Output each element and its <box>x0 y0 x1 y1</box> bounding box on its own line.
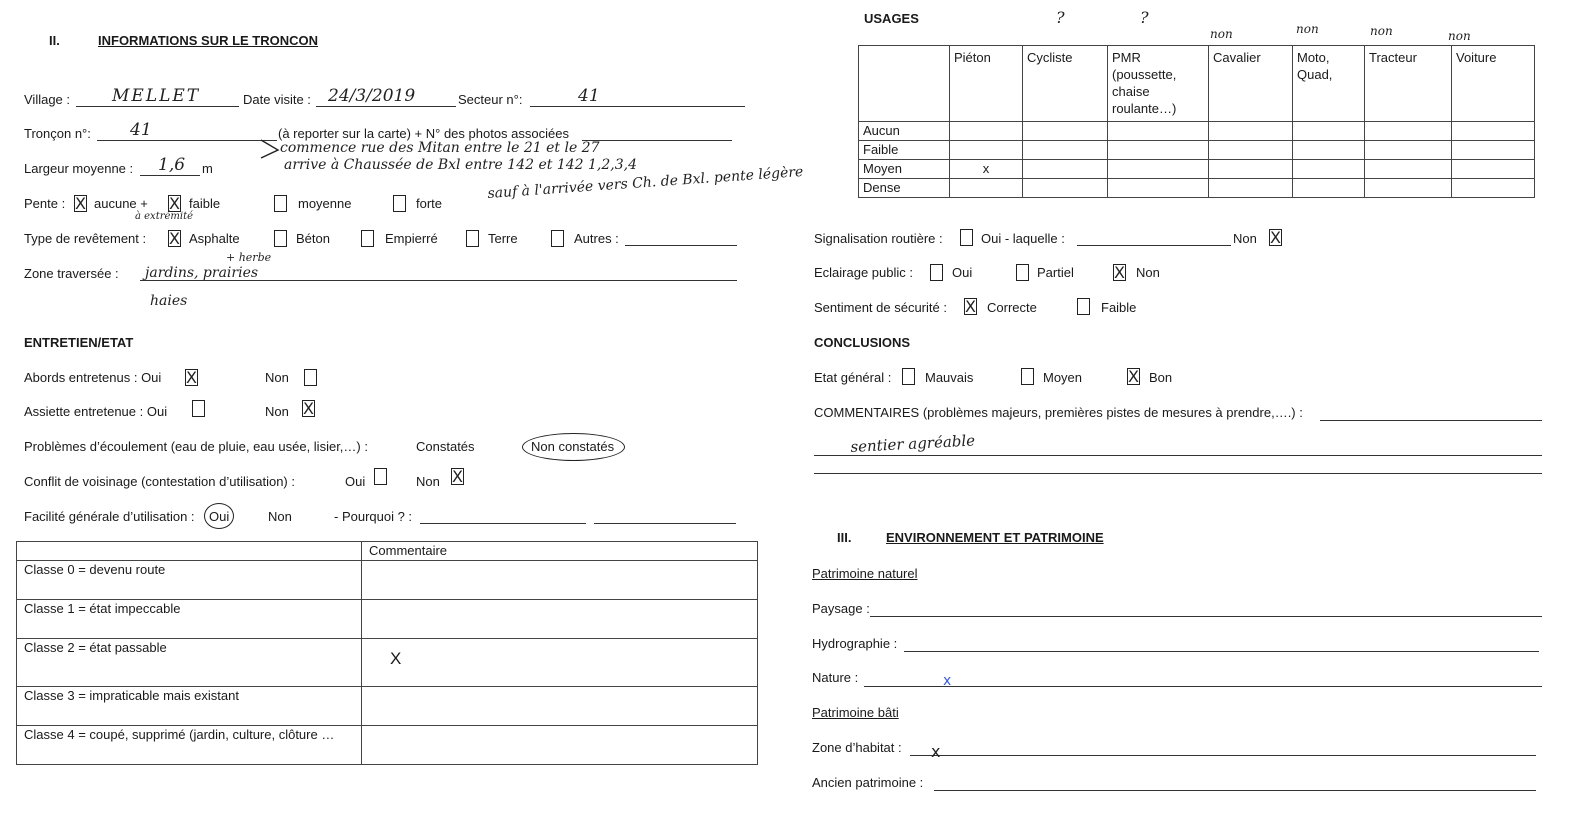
troncon-handnote-1: commence rue des Mitan entre le 21 et le 27 <box>280 140 600 156</box>
usage-cell[interactable] <box>1209 122 1293 141</box>
usage-cell[interactable] <box>950 122 1023 141</box>
zone-habitat-mark: x <box>931 742 941 761</box>
table-row <box>17 687 758 726</box>
usage-cell[interactable] <box>1108 141 1209 160</box>
usage-cell[interactable] <box>1209 141 1293 160</box>
hydrographie-line <box>904 651 1539 652</box>
securite-faible-checkbox[interactable] <box>1077 298 1090 315</box>
usage-cell[interactable] <box>1293 122 1365 141</box>
nature-line <box>864 686 1542 687</box>
usage-hand-tracteur: non <box>1370 24 1393 38</box>
zone-value-extra: + herbe <box>226 251 272 264</box>
facilite-oui[interactable]: Oui <box>209 509 230 524</box>
usages-col-cavalier: Cavalier <box>1209 46 1293 122</box>
usage-cell[interactable] <box>1023 141 1108 160</box>
table-row <box>17 726 758 765</box>
pente-label: Pente : <box>24 196 66 211</box>
usage-cell[interactable] <box>1365 160 1452 179</box>
assiette-label: Assiette entretenue : Oui <box>24 404 168 419</box>
rev-autres-checkbox[interactable] <box>551 230 564 247</box>
section3-title: ENVIRONNEMENT ET PATRIMOINE <box>886 530 1104 545</box>
usage-cell[interactable] <box>1365 179 1452 198</box>
village-label: Village : <box>24 92 71 107</box>
commentaires-line-2 <box>814 473 1542 474</box>
pente-faible-mark: X <box>169 194 180 213</box>
village-value[interactable]: MELLET <box>112 86 201 106</box>
class-comment[interactable] <box>362 561 758 600</box>
pente-forte-label: forte <box>416 196 443 211</box>
usage-cell[interactable] <box>1365 122 1452 141</box>
conflit-oui-checkbox[interactable] <box>374 468 387 485</box>
troncon-note: (à reporter sur la carte) + N° des photos associées <box>278 126 569 141</box>
usages-col-moto: Moto, Quad, <box>1293 46 1365 122</box>
usage-cell[interactable] <box>1452 179 1535 198</box>
patrimoine-naturel-heading: Patrimoine naturel <box>812 566 918 581</box>
pente-moyenne-label: moyenne <box>298 196 352 211</box>
usage-cell[interactable] <box>950 179 1023 198</box>
class-comment[interactable] <box>362 600 758 639</box>
pente-aucune-mark: X <box>75 194 86 213</box>
etat-moyen-checkbox[interactable] <box>1021 368 1034 385</box>
usage-cell[interactable] <box>1023 160 1108 179</box>
usage-cell[interactable] <box>1023 122 1108 141</box>
usages-title: USAGES <box>864 11 919 26</box>
conflit-non-label: Non <box>416 474 440 489</box>
signalisation-label: Signalisation routière : <box>814 231 943 246</box>
abords-label: Abords entretenus : Oui <box>24 370 162 385</box>
class-label: Classe 0 = devenu route <box>17 561 362 600</box>
secteur-label: Secteur n°: <box>458 92 523 107</box>
usages-col-pmr: PMR (poussette, chaise roulante…) <box>1108 46 1209 122</box>
class-comment[interactable] <box>362 726 758 765</box>
eclairage-label: Eclairage public : <box>814 265 913 280</box>
etat-mauvais-label: Mauvais <box>925 370 974 385</box>
usages-col-voiture: Voiture <box>1452 46 1535 122</box>
class-label: Classe 4 = coupé, supprimé (jardin, culture, clôture … <box>17 726 362 765</box>
signalisation-laquelle-line <box>1077 245 1231 246</box>
usage-cell[interactable] <box>1023 179 1108 198</box>
assiette-non-label: Non <box>265 404 289 419</box>
village-line <box>76 106 239 107</box>
classes-header-empty <box>17 542 362 561</box>
ancien-patrimoine-line <box>934 790 1536 791</box>
nature-mark: x <box>943 673 952 689</box>
date-value[interactable]: 24/3/2019 <box>328 86 416 106</box>
usage-cell[interactable] <box>1209 179 1293 198</box>
table-row <box>859 179 1535 198</box>
table-row <box>859 141 1535 160</box>
pente-handnote: sauf à l'arrivée vers Ch. de Bxl. pente légère <box>487 163 804 202</box>
pente-forte-checkbox[interactable] <box>393 195 406 212</box>
class-comment[interactable]: X <box>362 639 758 687</box>
abords-oui-mark: X <box>186 368 197 387</box>
section-number: II. <box>49 33 60 48</box>
commentaire-hand[interactable]: sentier agréable <box>850 431 976 456</box>
secteur-value[interactable]: 41 <box>578 86 600 106</box>
commentaires-label: COMMENTAIRES (problèmes majeurs, premières pistes de mesures à prendre,….) : <box>814 405 1303 420</box>
etat-mauvais-checkbox[interactable] <box>902 368 915 385</box>
revetement-label: Type de revêtement : <box>24 231 147 246</box>
usage-cell[interactable]: x <box>950 160 1023 179</box>
signalisation-oui-checkbox[interactable] <box>960 229 973 246</box>
usage-cell[interactable] <box>1293 179 1365 198</box>
pourquoi-label: - Pourquoi ? : <box>334 509 413 524</box>
etat-bon-mark: X <box>1128 367 1139 386</box>
securite-label: Sentiment de sécurité : <box>814 300 947 315</box>
zone-habitat-line <box>910 755 1536 756</box>
zone-value[interactable]: jardins, prairies <box>145 265 259 281</box>
troncon-line <box>97 140 277 141</box>
conflit-non-mark: X <box>452 467 463 486</box>
securite-correcte-mark: X <box>965 297 976 316</box>
date-line <box>316 106 456 107</box>
securite-correcte-label: Correcte <box>987 300 1037 315</box>
rev-autres-label: Autres : <box>574 231 619 246</box>
pourquoi-line-2 <box>594 523 736 524</box>
usage-hand-cavalier: non <box>1210 27 1233 41</box>
conclusions-heading: CONCLUSIONS <box>814 335 911 350</box>
troncon-label: Tronçon n°: <box>24 126 91 141</box>
usage-cell[interactable] <box>1209 160 1293 179</box>
usage-cell[interactable] <box>1293 141 1365 160</box>
signalisation-oui-label: Oui - laquelle : <box>981 231 1065 246</box>
paysage-label: Paysage : <box>812 601 870 616</box>
table-row <box>17 561 758 600</box>
classes-table <box>16 541 758 765</box>
rev-empierre-checkbox[interactable] <box>361 230 374 247</box>
usage-row-label: Dense <box>859 179 950 198</box>
pente-faible-hand: à extrémité <box>135 211 194 222</box>
patrimoine-bati-heading: Patrimoine bâti <box>812 705 899 720</box>
nature-label: Nature : <box>812 670 859 685</box>
usage-row-label: Aucun <box>859 122 950 141</box>
assiette-non-mark: X <box>303 399 314 418</box>
largeur-value[interactable]: 1,6 <box>158 155 186 175</box>
usage-cell[interactable] <box>1452 160 1535 179</box>
table-row <box>859 160 1535 179</box>
hydrographie-label: Hydrographie : <box>812 636 898 651</box>
abords-non-checkbox[interactable] <box>304 369 317 386</box>
largeur-label: Largeur moyenne : <box>24 161 134 176</box>
usage-cell[interactable] <box>1365 141 1452 160</box>
eclairage-oui-label: Oui <box>952 265 973 280</box>
eclairage-partiel-checkbox[interactable] <box>1016 264 1029 281</box>
classes-header-comment: Commentaire <box>362 542 758 561</box>
usages-header-empty <box>859 46 950 122</box>
etat-bon-label: Bon <box>1149 370 1173 385</box>
usage-cell[interactable] <box>1452 141 1535 160</box>
eclairage-non-mark: X <box>1114 263 1125 282</box>
largeur-line <box>140 175 200 176</box>
usage-hand-voiture: non <box>1448 29 1471 43</box>
securite-faible-label: Faible <box>1101 300 1137 315</box>
rev-empierre-label: Empierré <box>385 231 438 246</box>
usages-col-cycliste: Cycliste <box>1023 46 1108 122</box>
troncon-value[interactable]: 41 <box>130 120 152 140</box>
rev-asphalte-label: Asphalte <box>189 231 240 246</box>
rev-asphalte-mark: X <box>169 229 180 248</box>
conflit-label: Conflit de voisinage (contestation d’utilisation) : <box>24 474 295 489</box>
rev-terre-checkbox[interactable] <box>466 230 479 247</box>
eclairage-non-label: Non <box>1136 265 1160 280</box>
pourquoi-line-1 <box>420 523 586 524</box>
table-row <box>17 600 758 639</box>
class-label: Classe 3 = impraticable mais existant <box>17 687 362 726</box>
signalisation-non-mark: X <box>1270 228 1281 247</box>
usage-cell[interactable] <box>1293 160 1365 179</box>
date-label: Date visite : <box>243 92 311 107</box>
usage-row-label: Faible <box>859 141 950 160</box>
class-comment[interactable] <box>362 687 758 726</box>
conflit-oui-label: Oui <box>345 474 366 489</box>
etat-moyen-label: Moyen <box>1043 370 1083 385</box>
usage-row-label: Moyen <box>859 160 950 179</box>
commentaires-line-0 <box>1320 420 1542 421</box>
paysage-line <box>870 616 1542 617</box>
arrow-icon <box>258 138 282 160</box>
pente-moyenne-checkbox[interactable] <box>274 195 287 212</box>
photos-line <box>582 140 732 141</box>
class-label: Classe 1 = état impeccable <box>17 600 362 639</box>
usages-col-tracteur: Tracteur <box>1365 46 1452 122</box>
commentaires-line-1 <box>814 455 1542 456</box>
usages-col-pieton: Piéton <box>950 46 1023 122</box>
usage-cell[interactable] <box>1108 160 1209 179</box>
usage-hand-pmr: ? <box>1140 8 1149 27</box>
ecoulement-non-constates[interactable]: Non constatés <box>531 439 615 454</box>
usages-table <box>858 45 1535 198</box>
zone-habitat-label: Zone d’habitat : <box>812 740 902 755</box>
rev-beton-checkbox[interactable] <box>274 230 287 247</box>
usage-hand-moto: non <box>1296 22 1319 36</box>
ecoulement-label: Problèmes d’écoulement (eau de pluie, eau usée, lisier,…) : <box>24 439 368 454</box>
ancien-patrimoine-label: Ancien patrimoine : <box>812 775 924 790</box>
usage-hand-cycliste: ? <box>1056 8 1065 27</box>
eclairage-oui-checkbox[interactable] <box>930 264 943 281</box>
troncon-handnote-2: arrive à Chaussée de Bxl entre 142 et 142 1,2,3,4 <box>284 157 637 173</box>
usage-cell[interactable] <box>1452 122 1535 141</box>
class-label: Classe 2 = état passable <box>17 639 362 687</box>
zone-value-2: haies <box>150 293 188 309</box>
usage-cell[interactable] <box>1108 179 1209 198</box>
assiette-oui-checkbox[interactable] <box>192 400 205 417</box>
secteur-line <box>530 106 745 107</box>
pente-aucune-label: aucune + <box>94 196 148 211</box>
table-row <box>17 639 758 687</box>
facilite-non[interactable]: Non <box>268 509 292 524</box>
abords-non-label: Non <box>265 370 289 385</box>
rev-autres-line <box>625 245 737 246</box>
eclairage-partiel-label: Partiel <box>1037 265 1074 280</box>
pente-faible-label: faible <box>189 196 221 211</box>
zone-label: Zone traversée : <box>24 266 119 281</box>
rev-beton-label: Béton <box>296 231 330 246</box>
rev-terre-label: Terre <box>488 231 518 246</box>
entretien-heading: ENTRETIEN/ETAT <box>24 335 134 350</box>
ecoulement-constates[interactable]: Constatés <box>416 439 475 454</box>
section-title: INFORMATIONS SUR LE TRONCON <box>98 33 319 48</box>
usage-cell[interactable] <box>1108 122 1209 141</box>
usage-cell[interactable] <box>950 141 1023 160</box>
signalisation-non-label: Non <box>1233 231 1257 246</box>
facilite-label: Facilité générale d’utilisation : <box>24 509 195 524</box>
largeur-unit: m <box>202 161 213 176</box>
etat-label: Etat général : <box>814 370 892 385</box>
table-row <box>859 122 1535 141</box>
section3-number: III. <box>837 530 852 545</box>
